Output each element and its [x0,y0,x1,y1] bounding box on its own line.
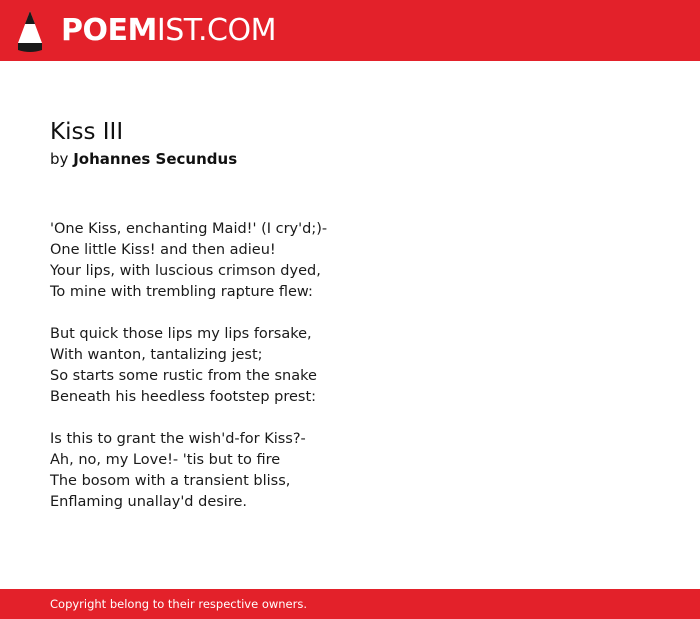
poem-line: Your lips, with luscious crimson dyed, [50,263,321,279]
stanza [50,324,670,408]
site-logo-text [61,10,276,52]
poem-line: So starts some rustic from the snake [50,368,317,384]
poem-body [50,219,670,513]
poem-line: The bosom with a transient bliss, [50,473,291,489]
poem-line: Is this to grant the wish'd-for Kiss?- [50,431,306,447]
header-bar [0,0,700,61]
poem-line: Enflaming unallay'd desire. [50,494,247,510]
poem-line: But quick those lips my lips forsake, [50,326,312,342]
byline-label: by [50,150,69,168]
poem-line: To mine with trembling rapture flew: [50,284,313,300]
main-content [50,117,670,534]
brand-bold: POEM [61,13,157,48]
poem-line: Ah, no, my Love!- 'tis but to fire [50,452,281,468]
footer-bar [0,589,700,619]
pencil-tip-icon [17,10,43,52]
poem-title: Kiss III [50,119,124,145]
brand-light: IST.COM [156,13,276,48]
site-logo-link[interactable] [17,10,276,52]
poem-line: Beneath his heedless footstep prest: [50,389,317,405]
stanza [50,429,670,513]
stanza [50,219,670,303]
author-name: Johannes Secundus [73,150,238,168]
copyright-notice: Copyright belong to their respective owners. [50,597,308,611]
poem-line: 'One Kiss, enchanting Maid!' (I cry'd;)- [50,221,328,237]
poem-line: One little Kiss! and then adieu! [50,242,276,258]
byline [50,149,670,169]
poem-line: With wanton, tantalizing jest; [50,347,263,363]
